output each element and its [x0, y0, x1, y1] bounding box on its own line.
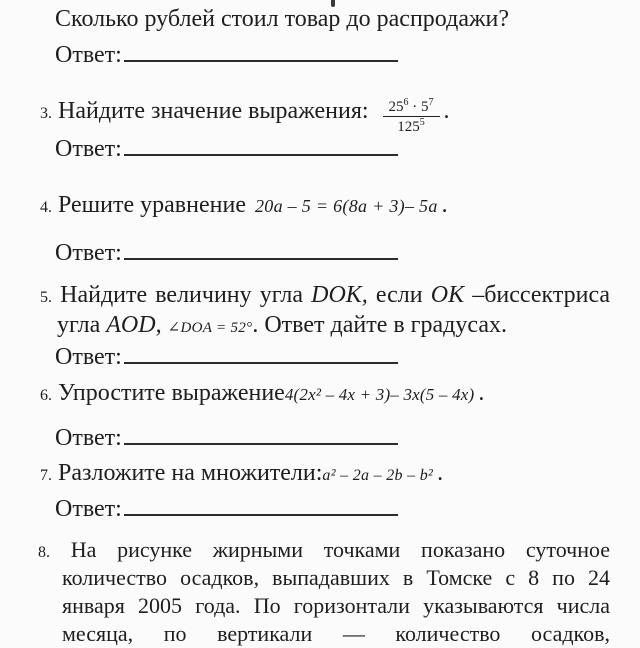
problem-7-number: 7. [40, 467, 52, 484]
answer-row-7 [55, 496, 398, 523]
problem-5 [40, 280, 610, 343]
problem-5-number: 5. [40, 289, 52, 306]
problem-6-period: . [478, 380, 485, 406]
answer-label: Ответ: [55, 240, 122, 266]
problem-8 [38, 536, 610, 648]
answer-blank-line [124, 443, 398, 445]
answer-row-3 [55, 136, 398, 163]
problem-3-text: Найдите значение выражения: [58, 98, 369, 124]
answer-blank-line [124, 514, 398, 516]
angle-name-AOD: AOD, [106, 312, 162, 338]
problem-7-text: Разложите на множители: [58, 460, 323, 486]
problem-7 [40, 460, 443, 488]
answer-row-6 [55, 425, 398, 452]
answer-label: Ответ: [55, 42, 122, 68]
problem-5-line2: угла AOD, ∠DOA = 52°. Ответ дайте в градусах. [57, 312, 507, 338]
problem-3-period: . [443, 98, 450, 124]
answer-blank-line [124, 60, 398, 62]
answer-label: Ответ: [55, 496, 122, 522]
answer-row-4 [55, 240, 398, 267]
angle-equation: ∠DOA = 52° [167, 320, 253, 336]
fraction-expression [383, 97, 440, 137]
problem-5-line1: 5. Найдите величину угла DOK, если OK –биссектриса [40, 282, 611, 308]
problem-6-number: 6. [40, 387, 52, 404]
problem-6-text: Упростите выражение [58, 380, 285, 406]
problem-5-text: Найдите величину угла [60, 282, 304, 308]
problem-4-period: . [441, 192, 448, 218]
answer-label: Ответ: [55, 425, 122, 451]
angle-name-DOK: DOK, [311, 282, 368, 308]
problem-3-number: 3. [40, 105, 52, 122]
problem-6-expression: 4(2x² – 4x + 3)– 3x(5 – 4x) [284, 385, 475, 404]
problem-8-line2: количество осадков, выпадавших в Томске с 8 по 24 [62, 565, 610, 590]
problem-7-expression: a² – 2a – 2b – b² [322, 467, 434, 484]
fraction-denominator: $125^5$ [397, 117, 425, 136]
ray-name-OK: OK [430, 282, 465, 308]
question-2-text: Сколько рублей стоил товар до распродажи? [55, 6, 510, 32]
problem-4 [40, 192, 448, 220]
fraction-numerator: $25^6 \cdot 5^7$ [383, 99, 440, 117]
answer-label: Ответ: [55, 344, 122, 370]
answer-row-5 [55, 344, 398, 371]
problem-4-number: 4. [40, 199, 52, 216]
problem-6 [40, 380, 484, 408]
problem-7-period: . [437, 460, 444, 486]
answer-blank-line [124, 258, 398, 260]
problem-8-line4: месяца, по вертикали — количество осадков, [62, 621, 610, 646]
problem-8-line3: января 2005 года. По горизонтали указываются числа [62, 593, 610, 618]
problem-4-equation: 20a – 5 = 6(8a + 3)– 5a [254, 196, 438, 216]
problem-4-text: Решите уравнение [58, 192, 246, 218]
answer-blank-line [124, 154, 398, 156]
problem-8-line1: 8. На рисунке жирными точками показано суточное [38, 537, 611, 562]
answer-row-2 [55, 42, 398, 69]
problem-8-number: 8. [38, 544, 50, 561]
answer-blank-line [124, 362, 398, 364]
answer-label: Ответ: [55, 136, 122, 162]
